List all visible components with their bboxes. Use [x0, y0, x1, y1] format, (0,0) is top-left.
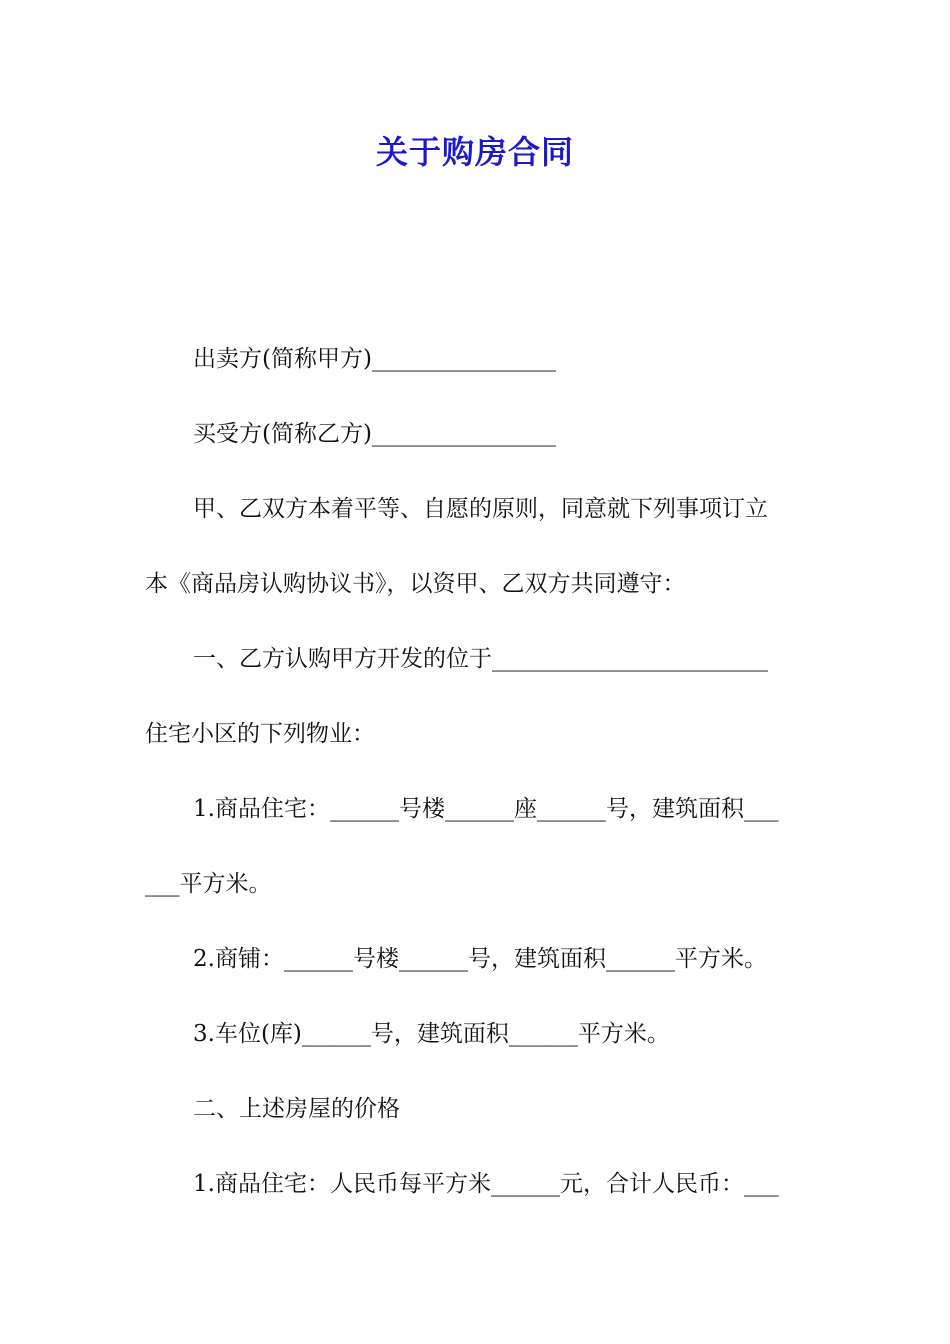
seller-line: 出卖方(简称甲方)________________ — [193, 346, 556, 372]
clause-2-heading: 二、上述房屋的价格 — [193, 1096, 400, 1122]
buyer-line: 买受方(简称乙方)________________ — [193, 421, 556, 447]
agreement-intro-line-1: 甲、乙双方本着平等、自愿的原则，同意就下列事项订立 — [193, 496, 768, 522]
item-residence-line-1: 1.商品住宅：______号楼______座______号，建筑面积___ — [193, 796, 779, 822]
item-residence-line-2: ___平方米。 — [145, 871, 272, 897]
item-parking-line: 3.车位(库)______号，建筑面积______平方米。 — [193, 1021, 670, 1047]
agreement-intro-line-2: 本《商品房认购协议书》，以资甲、乙双方共同遵守： — [145, 571, 686, 597]
clause-1-line-1: 一、乙方认购甲方开发的位于________________________ — [193, 646, 768, 672]
document-title: 关于购房合同 — [375, 133, 574, 171]
item-shop-line: 2.商铺：______号楼______号，建筑面积______平方米。 — [193, 946, 767, 972]
clause-1-line-2: 住宅小区的下列物业： — [145, 721, 375, 747]
price-residence-line: 1.商品住宅：人民币每平方米______元，合计人民币：___ — [193, 1171, 779, 1197]
